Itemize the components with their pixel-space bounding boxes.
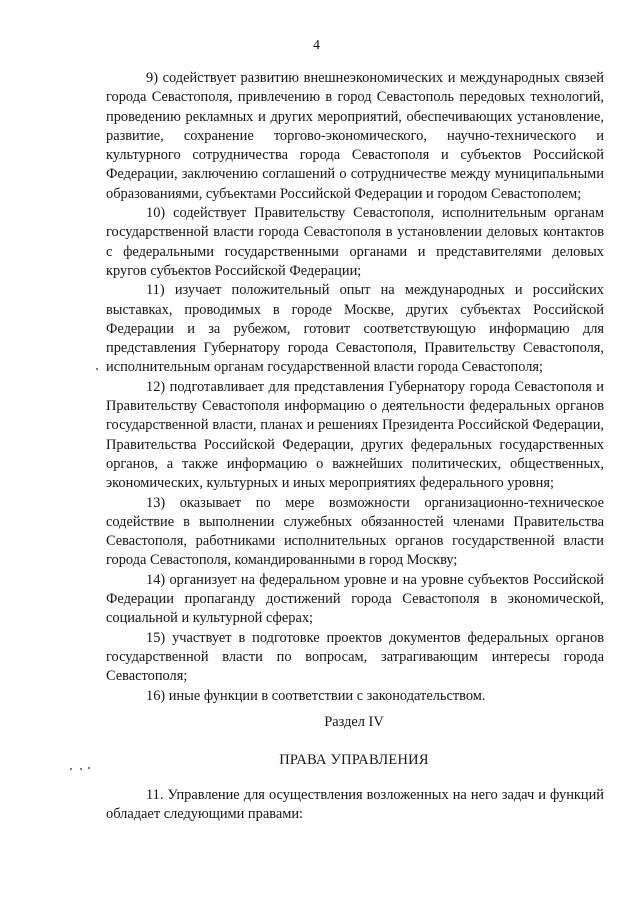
function-item-10: 10) содействует Правительству Севастополя, исполнительным органам государственной власти города Севастополя в установлении деловых контактов с федеральными государственными органами и представителями деловых кругов субъектов Российской Федерации; xyxy=(106,205,604,279)
function-item-12: 12) подготавливает для представления Губернатору города Севастополя и Правительству Севастополя информацию о деятельности федеральных органов государственной власти, планах и решениях Президента Российской Федерации, Правительства Российской Федерации, других федеральных государственных органов, а также информацию о важнейших политических, общественных, экономических, культурных и иных мероприятиях федерального уровня; xyxy=(106,378,604,492)
functions-list xyxy=(106,69,604,706)
function-item-15: 15) участвует в подготовке проектов документов федеральных органов государственной власти по вопросам, затрагивающим интересы города Севастополя; xyxy=(106,629,604,685)
function-item-9: 9) содействует развитию внешнеэкономических и международных связей города Севастополя, привлечению в город Севастополь передовых технологий, проведению рекламных и других мероприятий, обеспечивающих установление, развитие, сохранение торгово-экономического, научно-технического и культурного сотрудничества города Севастополя и субъектов Российской Федерации, заключению соглашений о сотрудничестве между муниципальными образованиями, субъектами Российской Федерации и городом Севастополем; xyxy=(106,70,604,202)
function-item-13: 13) оказывает по мере возможности организационно-техническое содействие в выполнении служебных обязанностей членами Правительства Севастополя, работниками исполнительных органов государственной власти города Севастополя, командированными в город Москву; xyxy=(106,494,604,569)
function-item-16: 16) иные функции в соответствии с законодательством. xyxy=(146,687,486,704)
scan-speck xyxy=(80,768,82,770)
scan-speck xyxy=(96,368,98,370)
rights-intro xyxy=(106,786,604,825)
page-number: 4 xyxy=(313,38,320,53)
section-label: Раздел IV xyxy=(324,714,384,730)
scan-speck xyxy=(88,767,90,769)
section-title: ПРАВА УПРАВЛЕНИЯ xyxy=(279,752,429,768)
function-item-11: 11) изучает положительный опыт на международных и российских выставках, проводимых в городе Москве, других субъектах Российской Федерации и за рубежом, готовит соответствующую информацию для представления Губернатору города Севастополя, Правительству Севастополя, исполнительным органам государственной власти города Севастополя; xyxy=(106,282,604,376)
function-item-14: 14) организует на федеральном уровне и на уровне субъектов Российской Федерации пропаганду достижений города Севастополя в экономической, социальной и культурной сферах; xyxy=(106,571,604,627)
rights-intro-paragraph: 11. Управление для осуществления возложенных на него задач и функций обладает следующими правами: xyxy=(106,787,604,823)
scan-speck xyxy=(70,768,72,770)
